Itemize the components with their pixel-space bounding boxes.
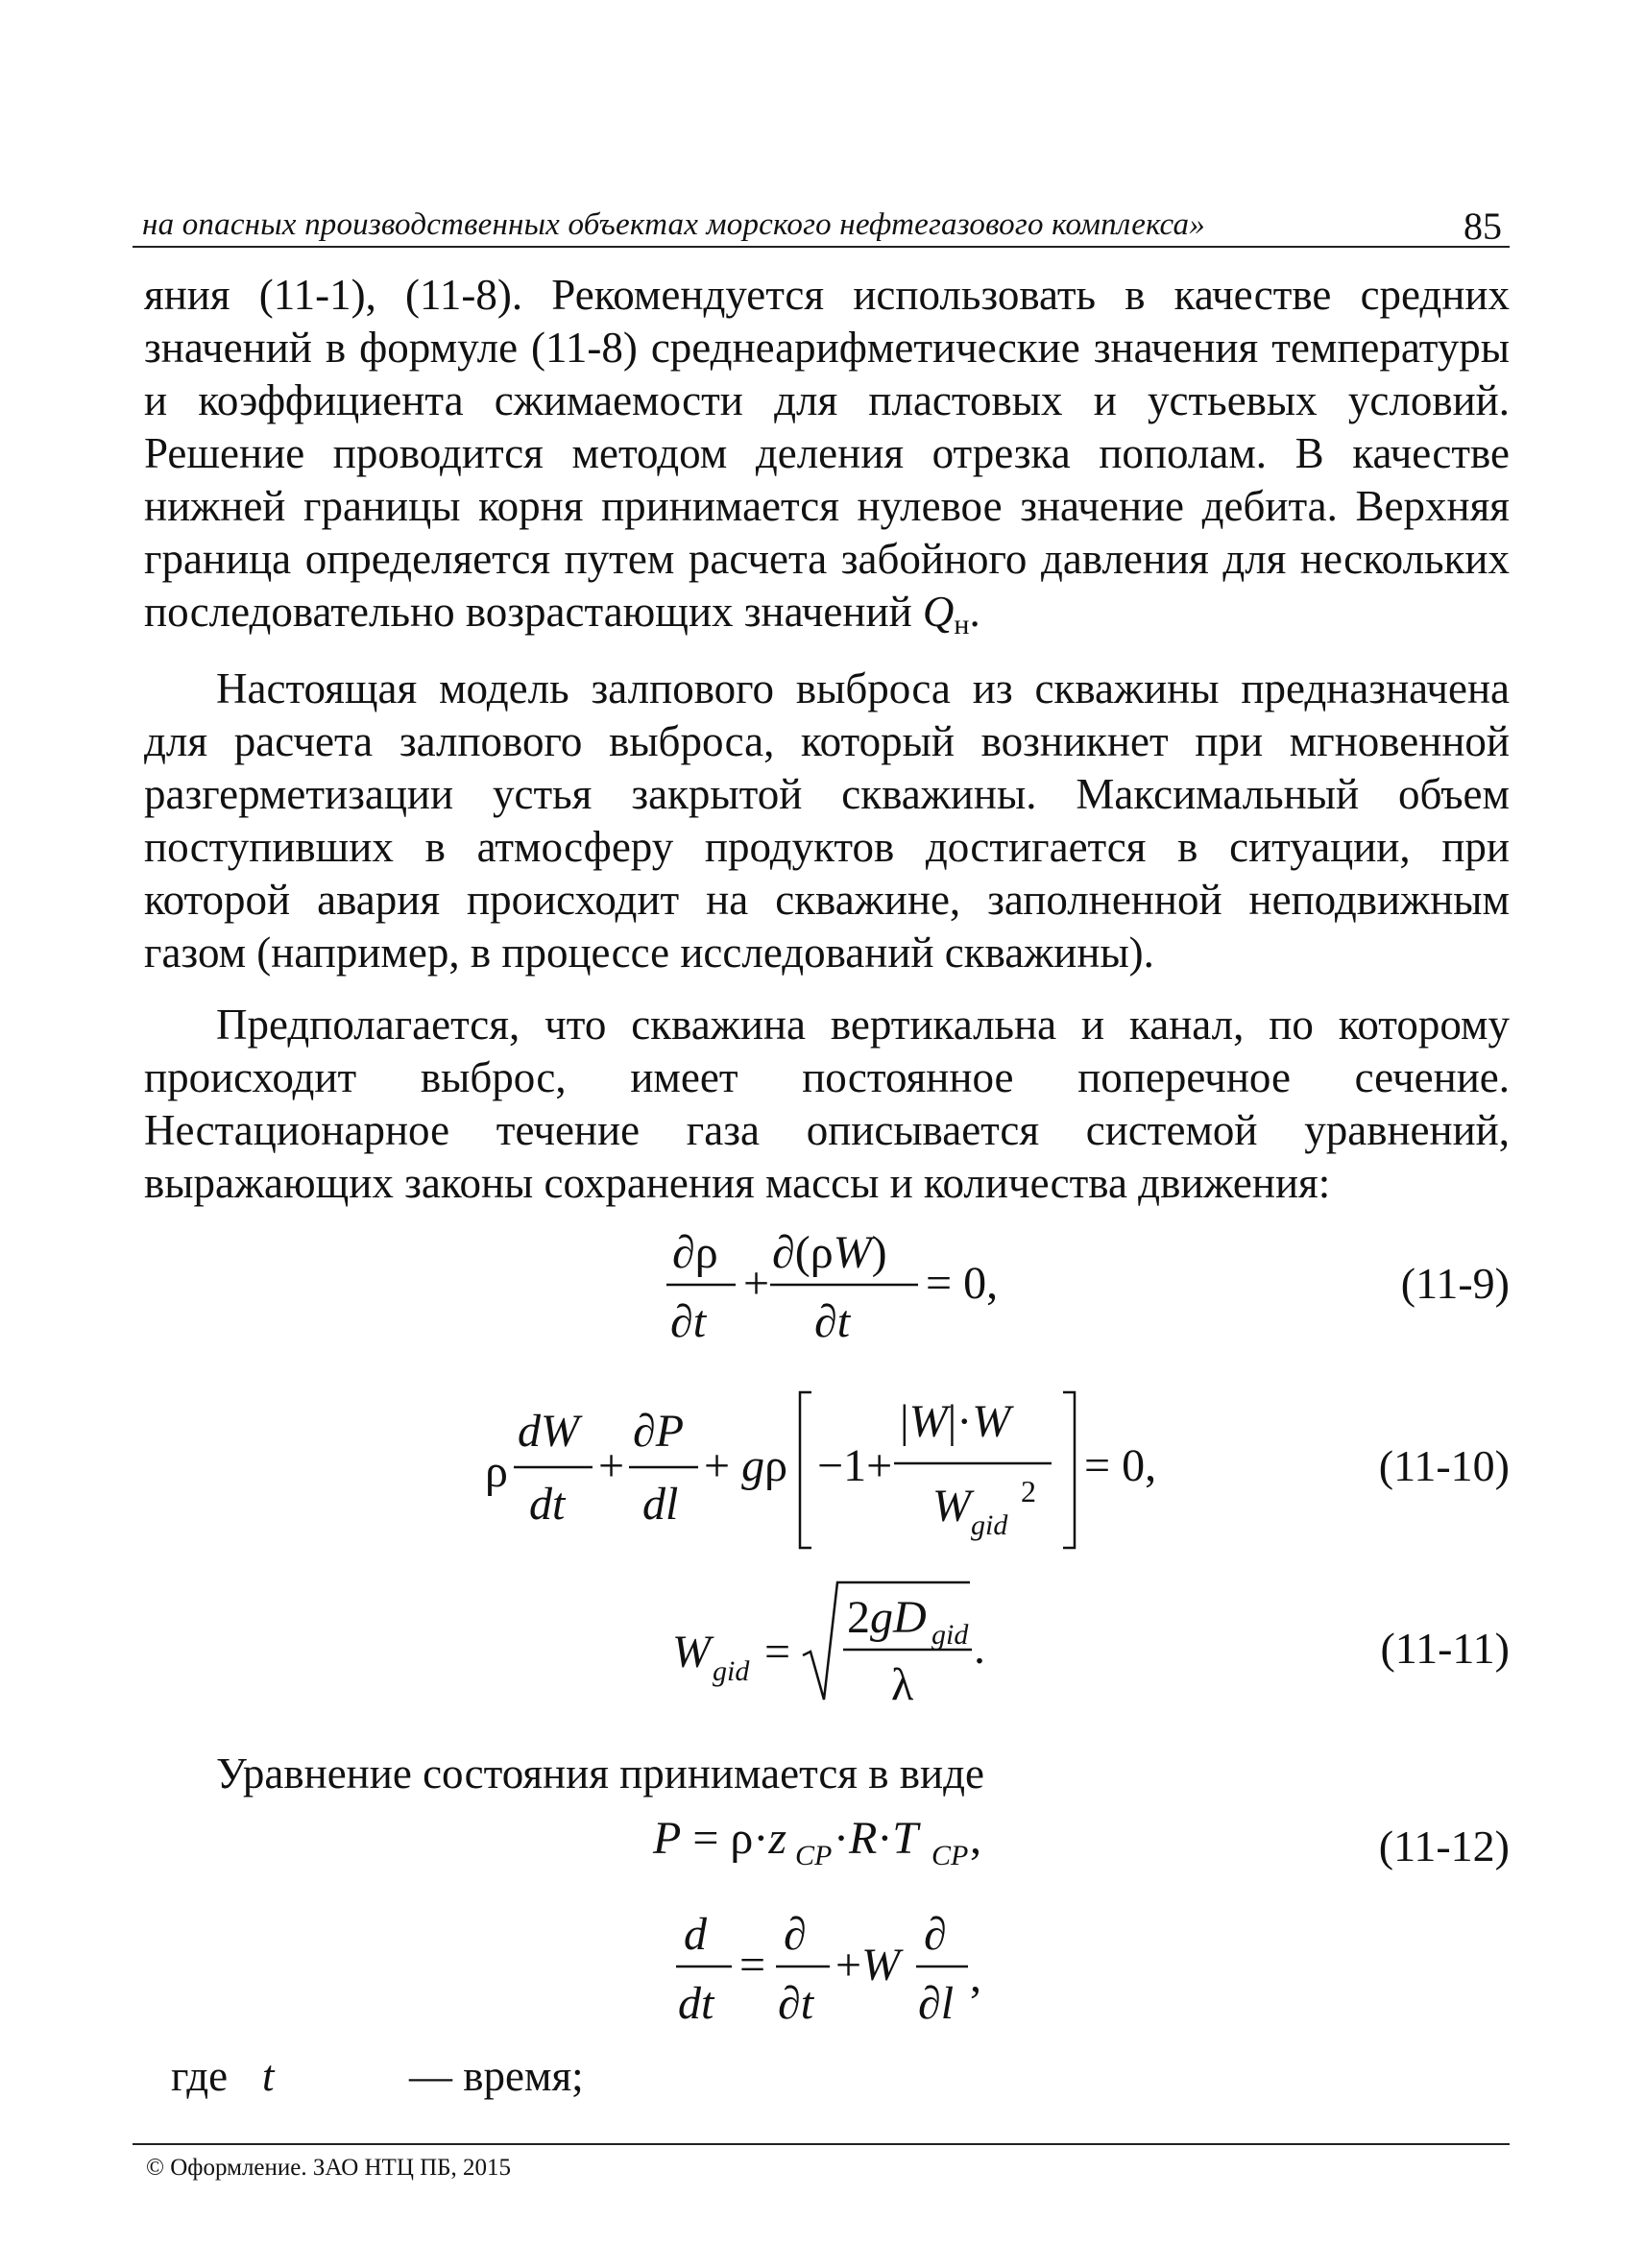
equation-number-11-10: (11-10) bbox=[1378, 1441, 1510, 1490]
svg-text:ρ: ρ bbox=[485, 1446, 508, 1497]
svg-text:−1+: −1+ bbox=[817, 1440, 893, 1491]
equation-11-11 bbox=[672, 1575, 1018, 1719]
svg-text:CP: CP bbox=[795, 1840, 833, 1871]
svg-text:∂ρ: ∂ρ bbox=[672, 1227, 718, 1278]
svg-text:dl: dl bbox=[642, 1479, 679, 1530]
paragraph-1 bbox=[144, 269, 1510, 651]
flow-rate-subscript: н bbox=[954, 609, 970, 640]
svg-text:W: W bbox=[672, 1627, 711, 1677]
paragraph-2-text: Настоящая модель залпового выброса из скважины предназначена для расчета залпового выброса, который возникнет при мгновенной разгерметизации устья закрытой скважины. Максимальный объем поступивших в атмосферу продуктов достигается в ситуации, при которой авария происходит на скважине, заполненной неподвижным газом (например, в процессе исследований скважины). bbox=[144, 664, 1510, 977]
paragraph-3 bbox=[144, 999, 1510, 1210]
svg-text:·R·T: ·R·T bbox=[834, 1813, 918, 1864]
svg-text:dW: dW bbox=[518, 1406, 579, 1457]
svg-text:∂: ∂ bbox=[784, 1909, 807, 1960]
svg-text:.: . bbox=[974, 1623, 985, 1674]
paragraph-2 bbox=[144, 663, 1510, 979]
equation-11-10 bbox=[485, 1383, 1176, 1556]
svg-text:dt: dt bbox=[678, 1978, 714, 2029]
flow-rate-symbol: Q bbox=[922, 588, 955, 636]
svg-text:gid: gid bbox=[713, 1655, 750, 1687]
svg-text:2: 2 bbox=[1021, 1474, 1036, 1508]
equation-11-12 bbox=[653, 1805, 1056, 1872]
paragraph-1-text: яния (11-1), (11-8). Рекомендуется использовать в качестве средних значений в формуле (11-8) среднеарифметические значения температуры и коэффициента сжимаемости для пластовых и устьевых условий. Решение проводится методом деления отрезка пополам. В качестве нижней границы корня принимается нулевое значение дебита. Верхняя граница определяется путем расчета забойного давления для нескольких последовательно возрастающих значений bbox=[144, 271, 1510, 636]
svg-text:= 0,: = 0, bbox=[1084, 1440, 1157, 1491]
equation-number-11-12: (11-12) bbox=[1378, 1822, 1510, 1870]
running-title: на опасных производственных объектах морского нефтегазового комплекса» bbox=[142, 207, 1205, 242]
svg-text:gid: gid bbox=[931, 1619, 969, 1651]
paragraph-4-text: Уравнение состояния принимается в виде bbox=[216, 1749, 984, 1798]
svg-text:+: + bbox=[598, 1440, 625, 1491]
svg-text:d: d bbox=[684, 1909, 707, 1960]
copyright: © Оформление. ЗАО НТЦ ПБ, 2015 bbox=[146, 2155, 512, 2181]
where-label: где bbox=[171, 2052, 229, 2100]
paragraph-1-end: . bbox=[969, 588, 980, 636]
svg-text:,: , bbox=[970, 1813, 981, 1864]
svg-text:=: = bbox=[739, 1940, 766, 1991]
svg-text:∂l: ∂l bbox=[918, 1978, 955, 2029]
svg-text:2gD: 2gD bbox=[847, 1592, 927, 1643]
svg-text:CP: CP bbox=[931, 1840, 969, 1871]
svg-text:∂: ∂ bbox=[924, 1909, 947, 1960]
svg-text:gid: gid bbox=[971, 1509, 1008, 1541]
svg-text:λ: λ bbox=[891, 1659, 914, 1710]
paragraph-3-text: Предполагается, что скважина вертикальна и канал, по которому происходит выброс, имеет постоянное поперечное сечение. Нестационарное течение газа описывается системой уравнений, выражающих законы сохранения массы и количества движения: bbox=[144, 1001, 1510, 1207]
svg-text:+: + bbox=[743, 1258, 770, 1309]
paragraph-4 bbox=[144, 1748, 1510, 1800]
svg-text:∂t: ∂t bbox=[670, 1296, 707, 1347]
svg-text:,: , bbox=[970, 1951, 981, 2002]
svg-text:=: = bbox=[764, 1627, 791, 1677]
svg-text:|W|·W: |W|·W bbox=[900, 1396, 1011, 1447]
svg-text:dt: dt bbox=[529, 1479, 566, 1530]
svg-text:∂(ρW): ∂(ρW) bbox=[772, 1227, 887, 1278]
equation-number-11-9: (11-9) bbox=[1400, 1259, 1510, 1308]
running-header bbox=[133, 202, 1510, 248]
svg-text:∂t: ∂t bbox=[778, 1978, 814, 2029]
svg-text:∂t: ∂t bbox=[814, 1296, 851, 1347]
svg-text:P = ρ·z: P = ρ·z bbox=[653, 1813, 787, 1864]
equation-11-9 bbox=[663, 1219, 1066, 1354]
svg-text:= 0,: = 0, bbox=[926, 1258, 999, 1309]
equation-material-derivative bbox=[672, 1901, 1018, 2036]
time-definition: — время; bbox=[409, 2052, 584, 2100]
svg-text:∂P: ∂P bbox=[633, 1406, 685, 1457]
time-symbol: t bbox=[262, 2052, 275, 2100]
svg-text:W: W bbox=[932, 1481, 971, 1532]
page-footer bbox=[133, 2143, 1510, 2181]
page-number: 85 bbox=[1464, 205, 1502, 248]
svg-text:+W: +W bbox=[835, 1940, 901, 1991]
svg-text:+ gρ: + gρ bbox=[704, 1440, 788, 1491]
equation-number-11-11: (11-11) bbox=[1380, 1624, 1510, 1673]
